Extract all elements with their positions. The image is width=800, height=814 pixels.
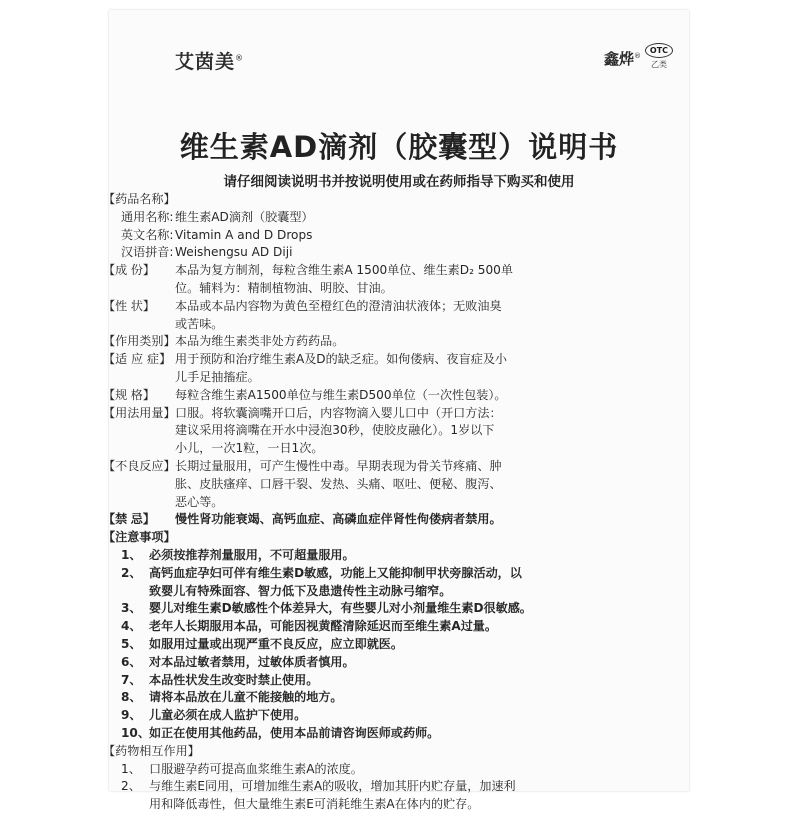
list-item: 7、 本品性状发生改变时禁止使用。: [121, 672, 319, 687]
list-item: 9、 儿童必须在成人监护下使用。: [121, 708, 307, 723]
list-item: 3、 婴儿对维生素D敏感性个体差异大，有些婴儿对小剂量维生素D很敏感。: [121, 601, 532, 616]
section-indications: 【适 应 症】 用于预防和治疗维生素A及D的缺乏症。如佝偻病、夜盲症及小 儿手足抽搐症。: [103, 352, 508, 384]
brand-logo-left: 艾茵美®: [175, 51, 245, 73]
list-item: 1、 必须按推荐剂量服用，不可超量服用。: [121, 547, 355, 562]
page-subtitle: 请仔细阅读说明书并按说明使用或在药师指导下购买和使用: [223, 174, 575, 190]
list-item: 5、 如服用过量或出现严重不良反应，应立即就医。: [121, 636, 403, 651]
section-dosage: 【用法用量】 口服。将软囊滴嘴开口后，内容物滴入婴儿口中（开口方法： 建议采用将滴嘴在开水中浸泡30秒，使胶皮融化）。1岁以下 小儿，一次1粒，一日1次。: [103, 405, 502, 456]
section-precautions: 【注意事项】 1、 必须按推荐剂量服用，不可超量服用。 2、 高钙血症孕妇可伴有维生素D敏感，功能上又能抑制甲状旁腺活动，以 致婴儿有特殊面容、智力低下及患遗传性主动脉弓缩窄。 3、 婴儿对维生素D敏感性个体差异大，有些婴儿对小剂量维生素D很敏感。 4、 老年人长期服用本品，可能因视黄醛清除延迟而至维生素A过量。 5、 如服用过量或出现严重不良反应，应立即就医。 6、 对本品过敏者禁用，过敏体质者慎用。 7、 本品性状发生改变时禁止使用。 8、 请将本品放在儿童不能接触的地方。 9、 儿童必须在成人监护下使用。 10、 如正在使用其他药品，使用本品前请咨询医师或药师。: [103, 529, 578, 743]
list-item: 1、 口服避孕药可提高血浆维生素A的浓度。: [121, 761, 363, 776]
section-category: 【作用类别】 本品为维生素类非处方药药品。: [103, 334, 345, 349]
section-interactions: 【药物相互作用】 1、 口服避孕药可提高血浆维生素A的浓度。 2、 与维生素E同用，可增加维生素A的吸收，增加其肝内贮存量，加速利 用和降低毒性，但大量维生素E可消耗维生素A在体内的贮存。: [103, 743, 578, 814]
brand-logo-right: 鑫烨®: [603, 50, 641, 68]
section-properties: 【性 状】 本品或本品内容物为黄色至橙红色的澄清油状液体；无败油臭 或苦味。: [103, 298, 502, 331]
section-specification: 【规 格】 每粒含维生素A1500单位与维生素D500单位（一次性包装）。: [103, 387, 507, 402]
list-item: 10、 如正在使用其他药品，使用本品前请咨询医师或药师。: [121, 725, 440, 740]
page-title: 维生素AD滴剂（胶囊型）说明书: [179, 130, 619, 164]
list-item: 2、 与维生素E同用，可增加维生素A的吸收，增加其肝内贮存量，加速利 用和降低毒性，但大量维生素E可消耗维生素A在体内的贮存。: [121, 779, 516, 812]
section-adverse: 【不良反应】 长期过量服用，可产生慢性中毒。早期表现为骨关节疼痛、肿 胀、皮肤瘙痒、口唇干裂、发热、头痛、呕吐、便秘、腹泻、 恶心等。: [103, 458, 502, 509]
section-contraindications: 【禁 忌】 慢性肾功能衰竭、高钙血症、高磷血症伴肾性佝偻病者禁用。: [103, 512, 502, 527]
leaflet-body: [103, 191, 578, 814]
list-item: 4、 老年人长期服用本品，可能因视黄醛清除延迟而至维生素A过量。: [121, 619, 497, 634]
list-item: 2、 高钙血症孕妇可伴有维生素D敏感，功能上又能抑制甲状旁腺活动，以 致婴儿有特殊面容、智力低下及患遗传性主动脉弓缩窄。: [121, 565, 522, 598]
list-item: 8、 请将本品放在儿童不能接触的地方。: [121, 690, 343, 705]
section-drug-name: 【药品名称】 通用名称: 维生素AD滴剂（胶囊型） 英文名称: Vitamin A and D Drops 汉语拼音: Weishengsu AD Diji: [103, 192, 314, 260]
list-item: 6、 对本品过敏者禁用，过敏体质者慎用。: [121, 654, 355, 669]
section-composition: 【成 份】 本品为复方制剂，每粒含维生素A 1500单位、维生素D₂ 500单 位。辅料为：精制植物油、明胶、甘油。: [103, 263, 513, 295]
otc-badge: OTC 乙类: [643, 43, 675, 70]
